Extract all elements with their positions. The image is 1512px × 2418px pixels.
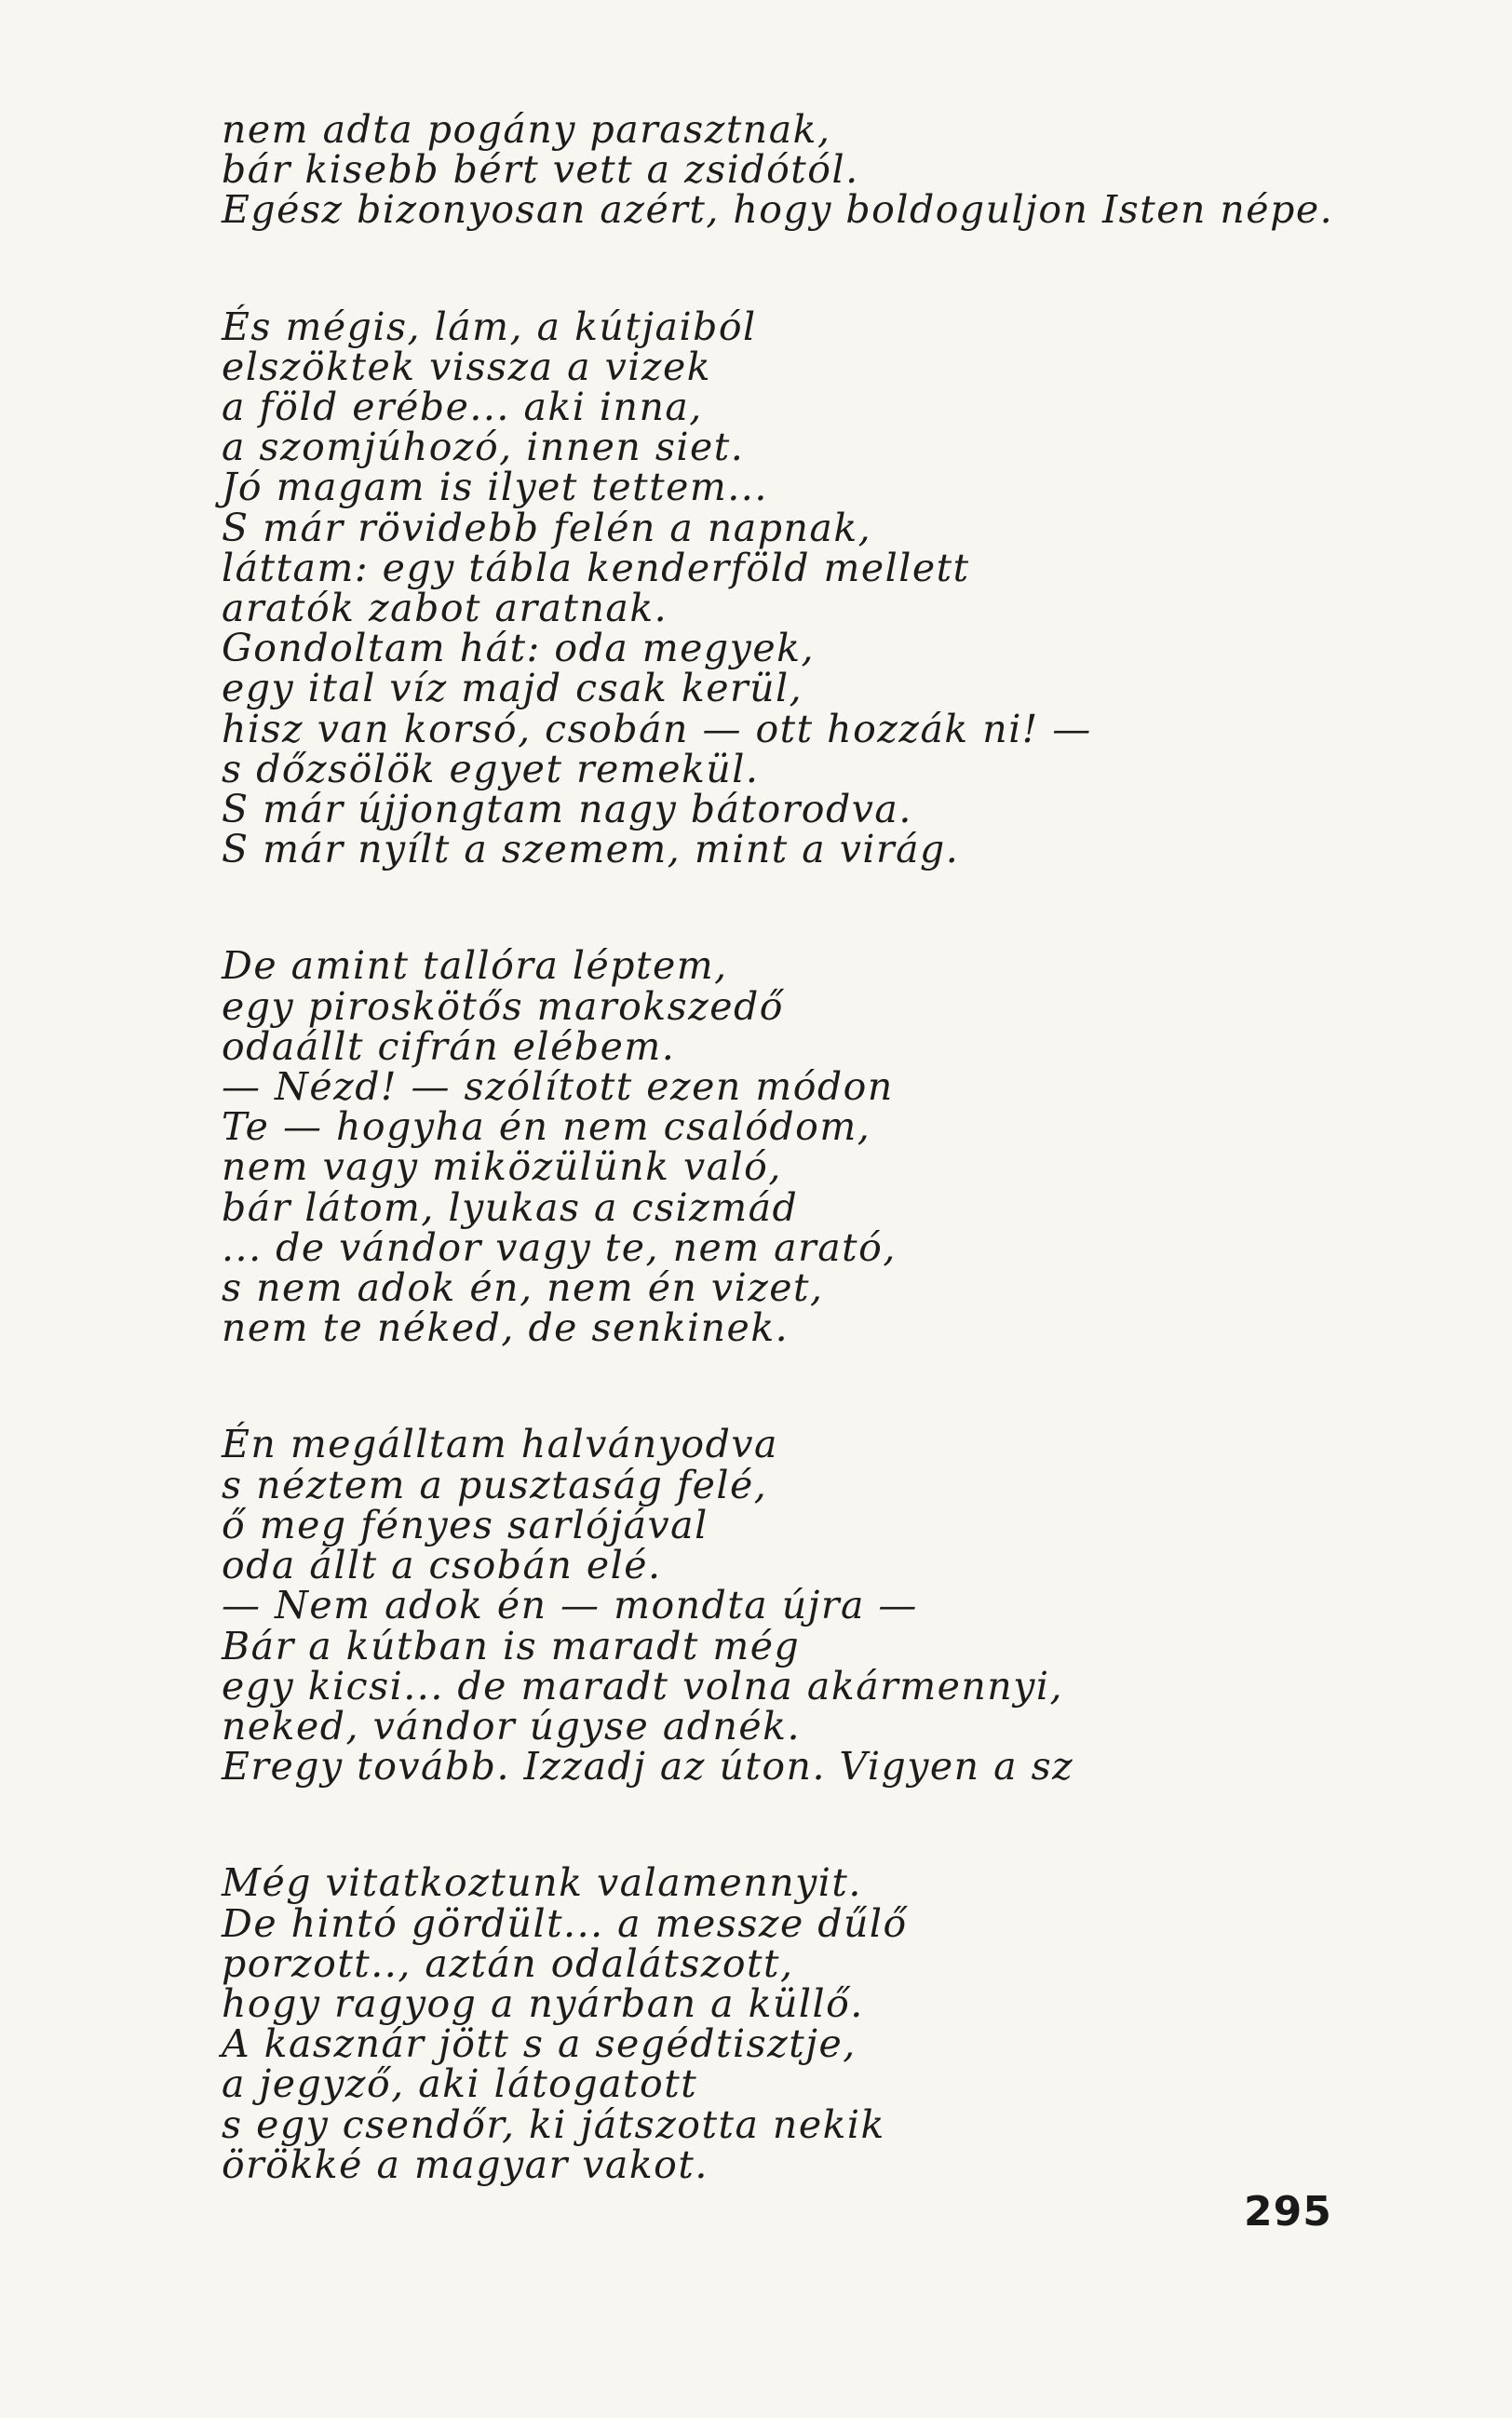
poem-line: s egy csendőr, ki játszotta nekik — [222, 2101, 885, 2147]
poem-line: hisz van korsó, csobán — ott hozzák ni! — — [222, 706, 1092, 751]
page-number: 295 — [1244, 2188, 1332, 2236]
poem-line: Eregy tovább. Izzadj az úton. Vigyen a sz — [222, 1744, 1074, 1790]
poem-line: nem vagy miközülünk való, — [222, 1144, 782, 1190]
poem-line: s néztem a pusztaság felé, — [222, 1462, 768, 1507]
stanza — [222, 304, 1385, 872]
poem-line: a jegyző, aki látogatott — [222, 2061, 698, 2107]
poem-line: De amint tallóra léptem, — [222, 943, 728, 989]
stanza — [222, 107, 1385, 233]
poem-line: A kasznár jött s a segédtisztje, — [222, 2021, 857, 2067]
poem-line: s dőzsölök egyet remekül. — [222, 746, 760, 791]
poem-line: — Nem adok én — mondta újra — — [222, 1583, 918, 1628]
poem-line: nem adta pogány parasztnak, — [222, 107, 831, 152]
poem-line: neked, vándor úgyse adnék. — [222, 1703, 802, 1749]
poem-line: S már rövidebb felén a napnak, — [222, 505, 872, 550]
poem-line: örökké a magyar vakot. — [222, 2141, 709, 2187]
poem-line: láttam: egy tábla kenderföld mellett — [222, 545, 970, 590]
poem-line: S már újjongtam nagy bátorodva. — [222, 787, 912, 832]
poem-line: Én megálltam halványodva — [222, 1422, 778, 1467]
poem-line: nem te néked, de senkinek. — [222, 1305, 790, 1351]
poem-line: ... de vándor vagy te, nem arató, — [222, 1224, 897, 1270]
poem-line: elszöktek vissza a vizek — [222, 344, 712, 389]
poem-line: egy piroskötős marokszedő — [222, 983, 784, 1029]
poem-body — [222, 107, 1385, 2262]
stanza — [222, 1422, 1385, 1790]
poem-line: S már nyílt a szemem, mint a virág. — [222, 827, 960, 872]
poem-line: Egész bizonyosan azért, hogy boldoguljon Isten népe. — [222, 187, 1334, 233]
poem-line: ő meg fényes sarlójával — [222, 1502, 709, 1547]
stanza — [222, 943, 1385, 1351]
poem-line: Még vitatkoztunk valamennyit. — [222, 1860, 862, 1906]
poem-line: Te — hogyha én nem csalódom, — [222, 1104, 871, 1150]
poem-line: odaállt cifrán elébem. — [222, 1023, 676, 1069]
poem-line: oda állt a csobán elé. — [222, 1543, 662, 1588]
poem-line: porzott.., aztán odalátszott, — [222, 1940, 794, 1986]
poem-line: a föld erébe... aki inna, — [222, 385, 703, 430]
poem-line: egy kicsi... de maradt volna akármennyi, — [222, 1663, 1064, 1709]
poem-line: aratók zabot aratnak. — [222, 586, 668, 631]
poem-line: egy ital víz majd csak kerül, — [222, 666, 803, 711]
poem-line: Gondoltam hát: oda megyek, — [222, 626, 815, 671]
poem-line: És mégis, lám, a kútjaiból — [222, 304, 757, 349]
poem-line: a szomjúhozó, innen siet. — [222, 425, 745, 470]
poem-line: Bár a kútban is maradt még — [222, 1623, 801, 1668]
poem-line: Jó magam is ilyet tettem... — [222, 465, 768, 510]
poem-line: s nem adok én, nem én vizet, — [222, 1265, 824, 1311]
poem-line: De hintó gördült... a messze dűlő — [222, 1900, 908, 1946]
poem-line: bár kisebb bért vett a zsidótól. — [222, 147, 859, 193]
stanza — [222, 1860, 1385, 2187]
poem-line: hogy ragyog a nyárban a küllő. — [222, 1980, 864, 2026]
poem-line: — Nézd! — szólított ezen módon — [222, 1064, 894, 1110]
poem-line: bár látom, lyukas a csizmád — [222, 1184, 799, 1230]
